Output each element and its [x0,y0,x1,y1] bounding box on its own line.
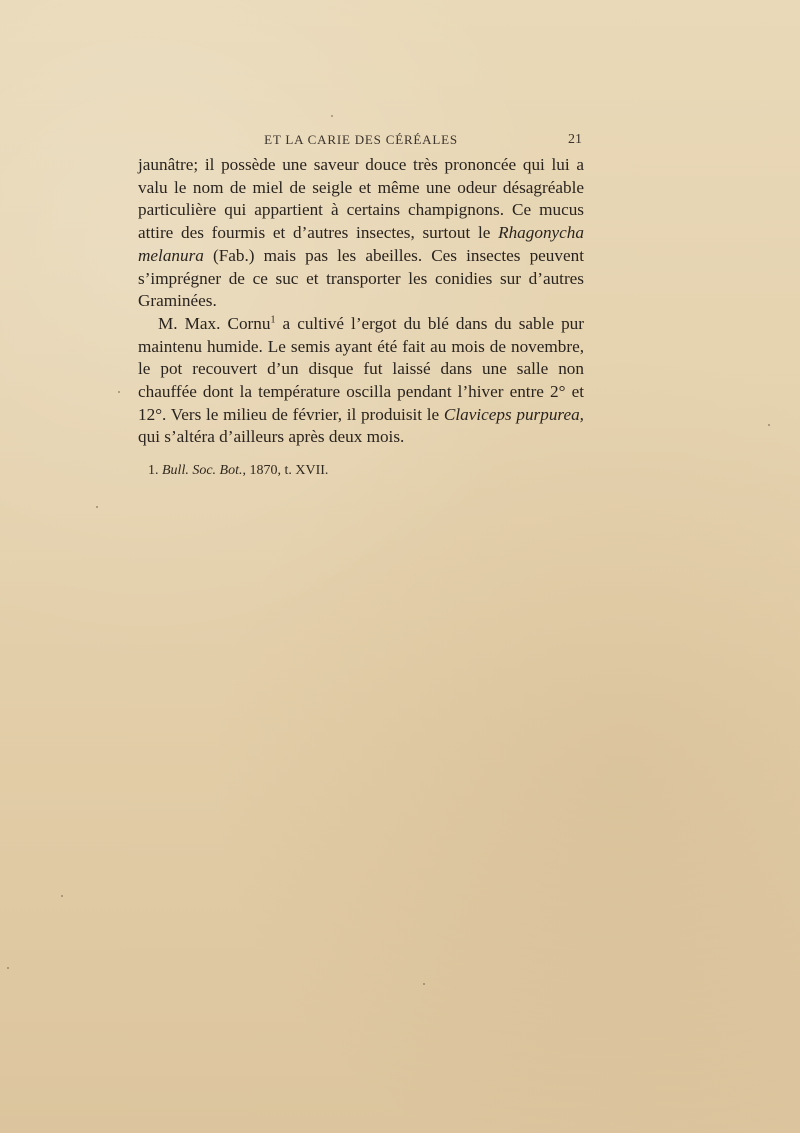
paragraph-2-text-a: M. Max. Cornu [158,313,271,333]
running-head [138,132,584,150]
paragraph-1-text-a: jaunâtre; il possède une saveur douce très prononcée qui lui a valu le nom de miel de seigle et même une odeur désagréable particulière qui appartient à certains champignons. Ce mucus attire des fourmis et d’autres insectes, surtout le [138,155,584,243]
footnote-details: , 1870, t. XVII. [242,463,329,478]
species-name-claviceps: Claviceps purpurea, [443,404,584,424]
footnote-source: Bull. Soc. Bot. [162,463,243,478]
paper-speck [7,967,9,969]
paper-speck [331,115,333,117]
paragraph-2-text-b: a cultivé l’ergot du blé dans du sable pur maintenu humide. Le semis ayant été fait au mois de novembre, le pot recouvert d’un disque fut laissé dans une salle non chauffée dont la température oscilla pendant l’hiver entre 2° et 12°. Vers le milieu de février, il produisit le [138,313,584,424]
footnote-number: 1. [148,463,159,478]
species-name-rhagonycha: Rhagonycha melanura [138,223,584,265]
running-title: ET LA CARIE DES CÉRÉALES [264,132,458,147]
main-text [138,154,584,449]
paper-speck [768,424,770,426]
paragraph-2-text-c: qui s’altéra d’ailleurs après deux mois. [138,427,405,447]
footnote-reference: 1 [270,314,276,326]
paper-speck [96,506,98,508]
footnote [148,462,568,480]
paragraph-2 [138,313,584,449]
paper-speck [423,983,425,985]
paper-speck [118,391,120,393]
paragraph-1-text-b: (Fab.) mais pas les abeilles. Ces insectes peuvent s’imprégner de ce suc et transporter les conidies sur d’autres Graminées. [138,245,584,311]
page-number: 21 [568,132,582,147]
paragraph-1 [138,154,584,313]
paper-speck [61,895,63,897]
